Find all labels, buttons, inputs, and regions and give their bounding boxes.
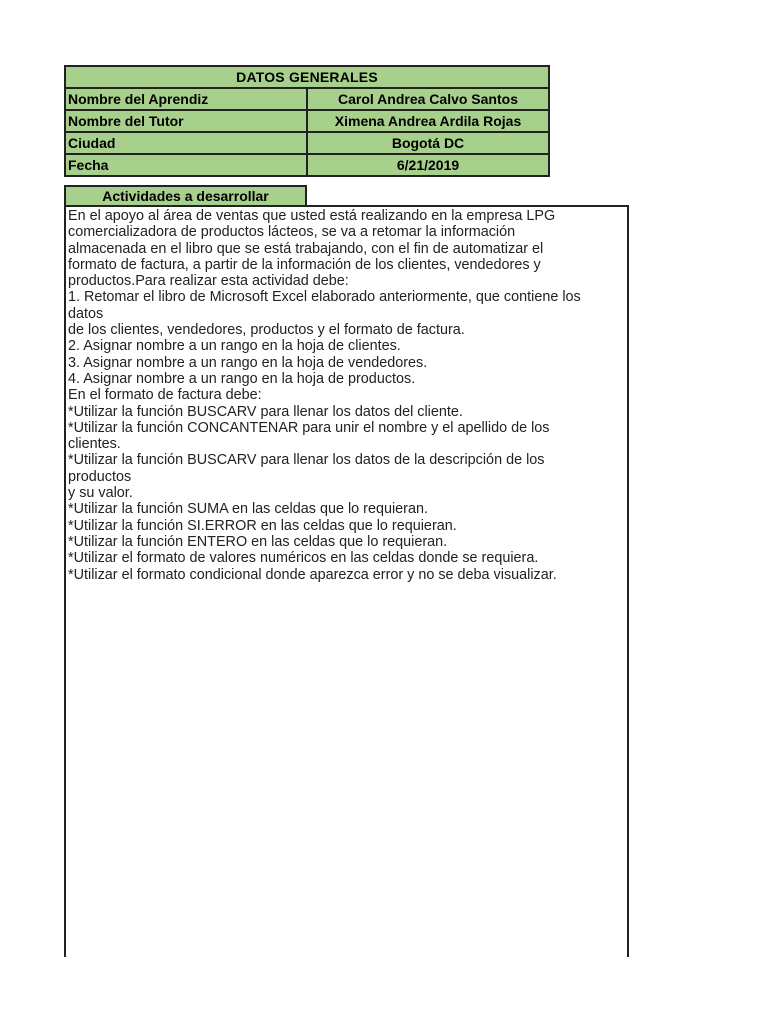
row-value-fecha: 6/21/2019: [307, 154, 549, 176]
table-row: [65, 132, 549, 154]
activity-line: 1. Retomar el libro de Microsoft Excel elaborado anteriormente, que contiene los: [68, 289, 581, 306]
table-title-row: [65, 66, 549, 88]
activity-line: *Utilizar la función CONCANTENAR para unir el nombre y el apellido de los: [68, 419, 550, 436]
activity-line: *Utilizar la función SUMA en las celdas que lo requieran.: [68, 501, 428, 518]
activity-line: En el formato de factura debe:: [68, 387, 262, 404]
activities-text: [66, 207, 627, 583]
activity-line: *Utilizar la función ENTERO en las celdas que lo requieran.: [68, 533, 448, 550]
activity-line: 2. Asignar nombre a un rango en la hoja de clientes.: [68, 338, 401, 355]
activity-line: *Utilizar el formato condicional donde aparezca error y no se deba visualizar.: [68, 566, 557, 583]
activity-line: de los clientes, vendedores, productos y el formato de factura.: [68, 322, 465, 339]
activity-line: *Utilizar el formato de valores numéricos en las celdas donde se requiera.: [68, 550, 539, 567]
table-row: [65, 154, 549, 176]
activity-line: y su valor.: [68, 485, 133, 502]
activity-line: comercializadora de productos lácteos, se va a retomar la información: [68, 224, 516, 241]
activity-line: formato de factura, a partir de la información de los clientes, vendedores y: [68, 256, 541, 273]
row-label-ciudad: Ciudad: [65, 132, 307, 154]
activity-line: productos: [68, 468, 132, 485]
row-label-fecha: Fecha: [65, 154, 307, 176]
row-value-aprendiz: Carol Andrea Calvo Santos: [307, 88, 549, 110]
activity-line: *Utilizar la función BUSCARV para llenar los datos de la descripción de los: [68, 452, 545, 469]
activity-line: productos.Para realizar esta actividad debe:: [68, 273, 349, 290]
activity-line: *Utilizar la función BUSCARV para llenar los datos del cliente.: [68, 403, 463, 420]
activity-line: 4. Asignar nombre a un rango en la hoja de productos.: [68, 370, 416, 387]
activities-header: Actividades a desarrollar: [64, 185, 307, 206]
activity-line: En el apoyo al área de ventas que usted está realizando en la empresa LPG: [68, 208, 556, 224]
row-value-ciudad: Bogotá DC: [307, 132, 549, 154]
table-title: DATOS GENERALES: [65, 66, 549, 88]
datos-generales-table: [64, 65, 550, 177]
activity-line: 3. Asignar nombre a un rango en la hoja de vendedores.: [68, 354, 428, 371]
row-value-tutor: Ximena Andrea Ardila Rojas: [307, 110, 549, 132]
activities-box: [64, 205, 629, 957]
table-row: [65, 110, 549, 132]
activity-line: almacenada en el libro que se está trabajando, con el fin de automatizar el: [68, 240, 544, 257]
activity-line: *Utilizar la función SI.ERROR en las celdas que lo requieran.: [68, 517, 457, 534]
table-row: [65, 88, 549, 110]
row-label-tutor: Nombre del Tutor: [65, 110, 307, 132]
activity-line: clientes.: [68, 436, 121, 453]
activity-line: datos: [68, 305, 104, 322]
row-label-aprendiz: Nombre del Aprendiz: [65, 88, 307, 110]
